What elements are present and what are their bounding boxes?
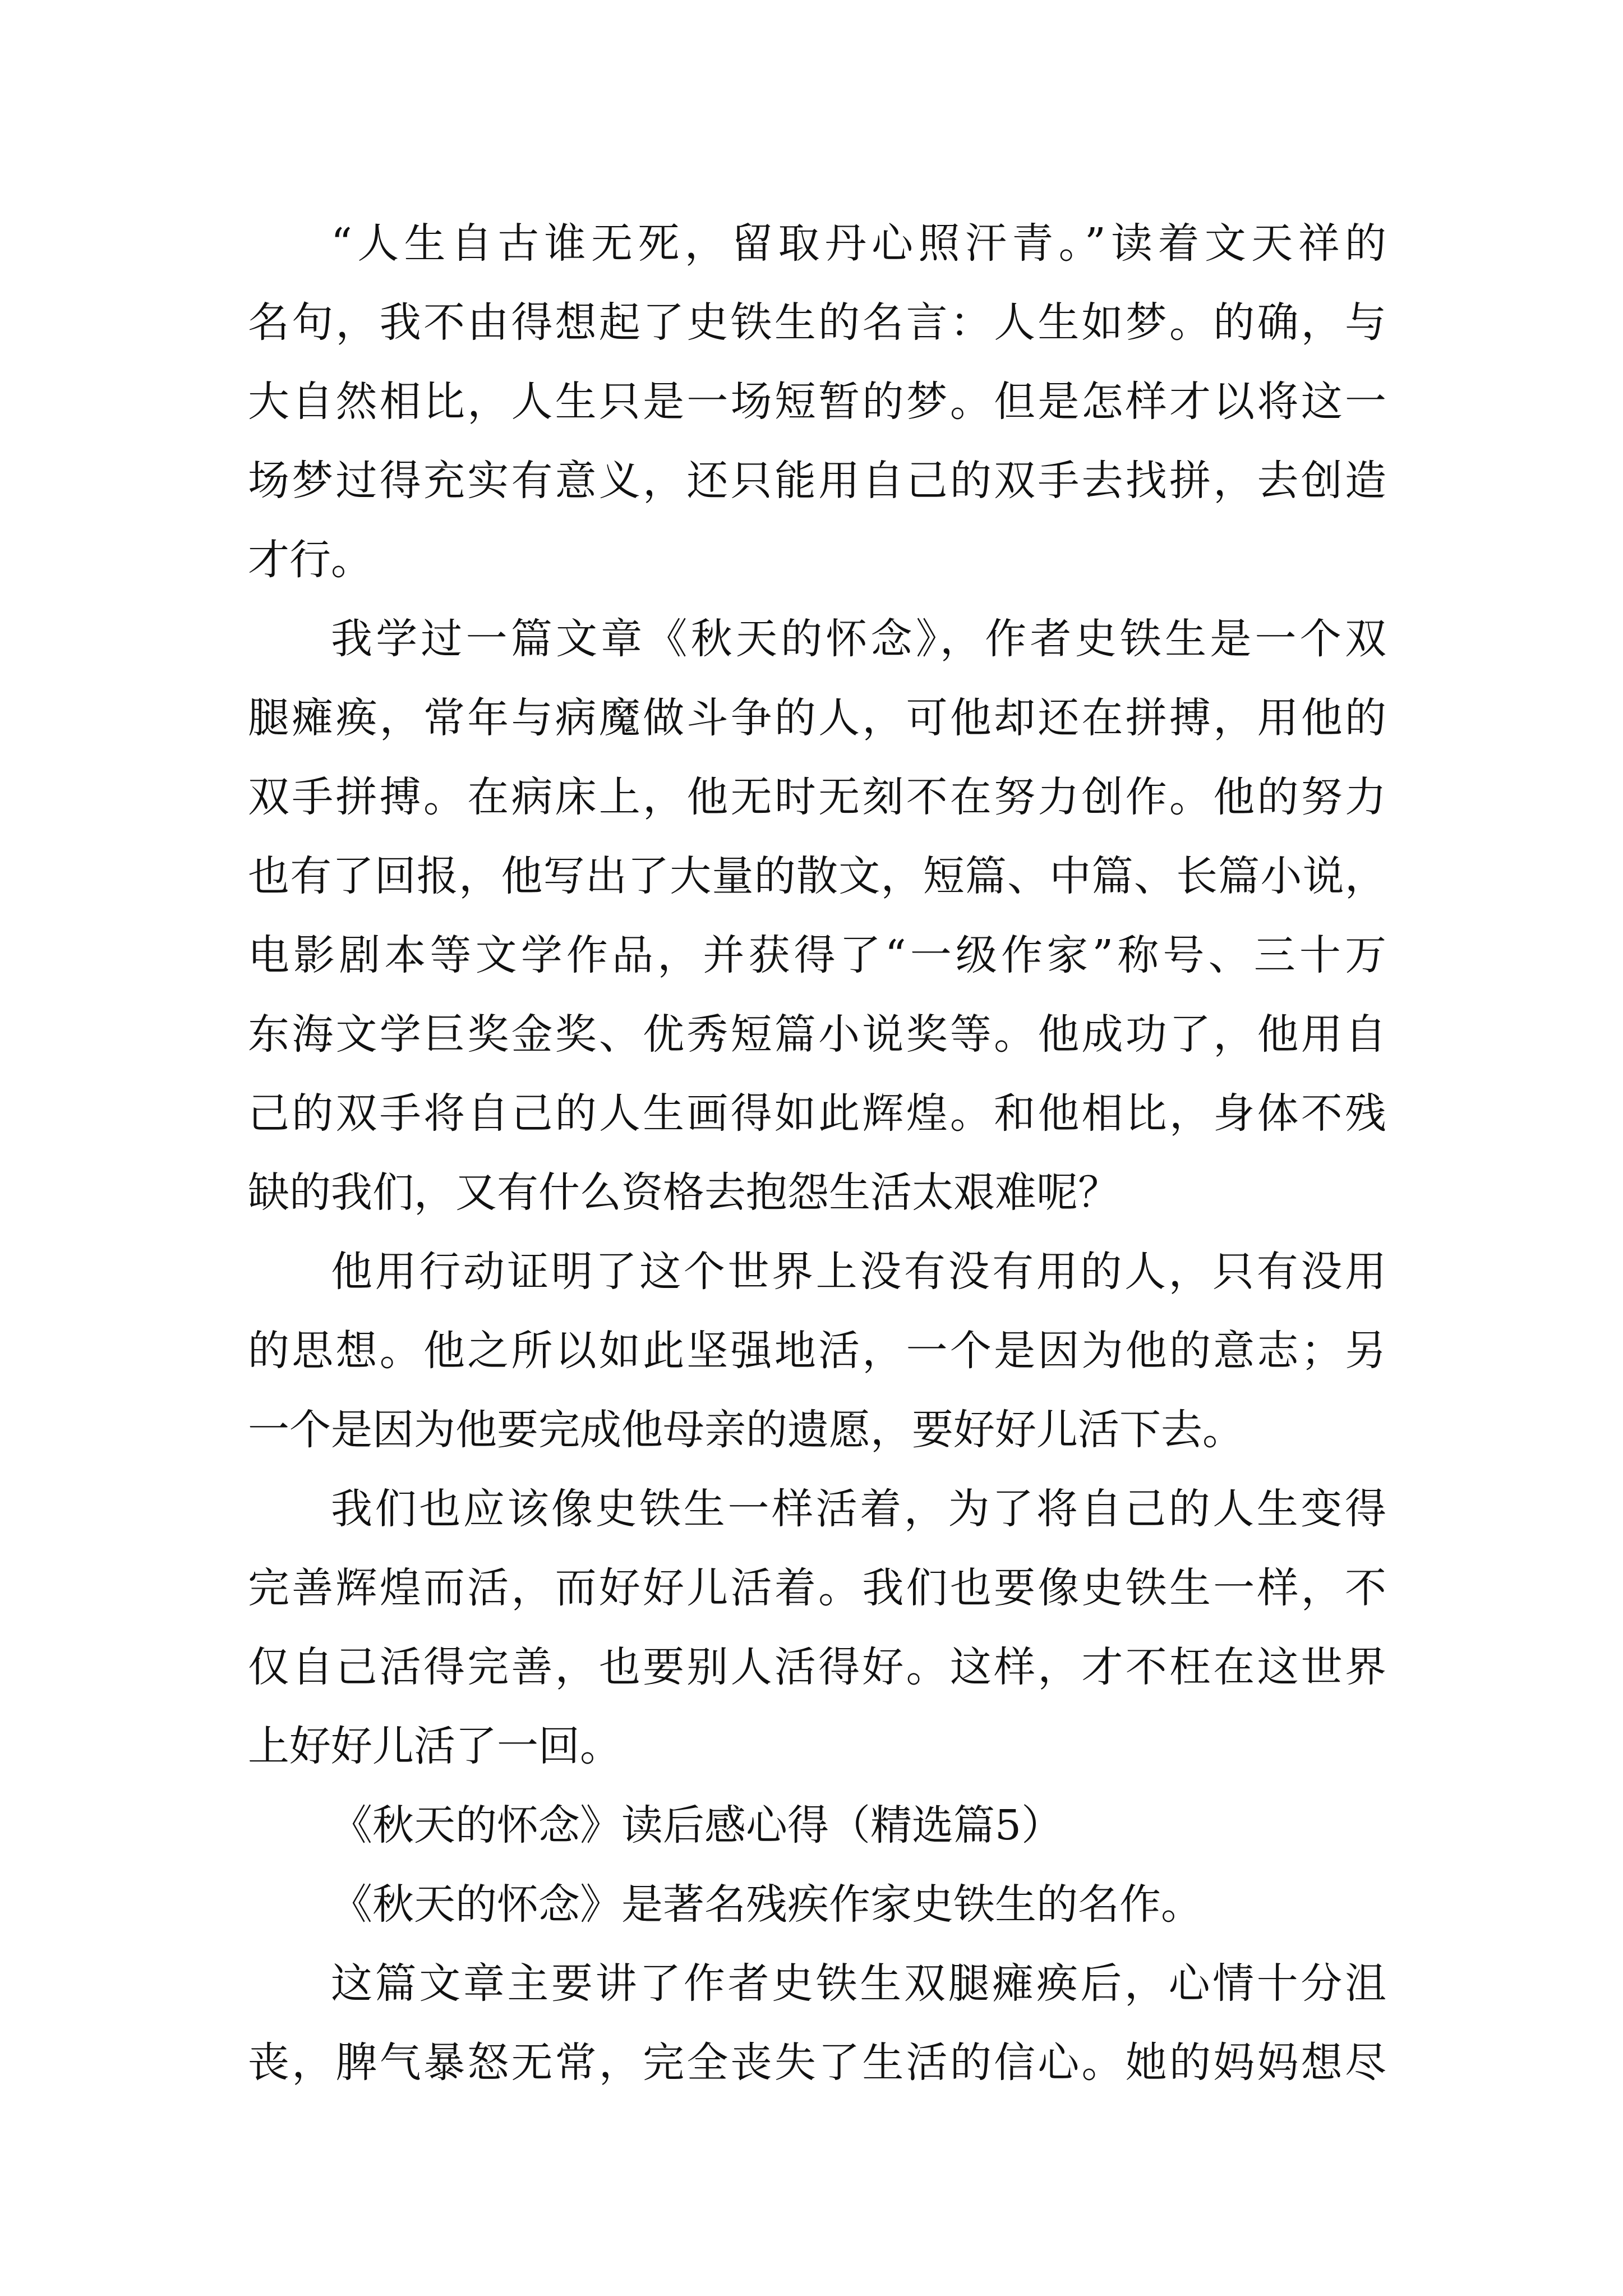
text-line: 一个是因为他要完成他母亲的遗愿，要好好儿活下去。: [248, 1406, 1244, 1454]
paragraph: [248, 1232, 1386, 1470]
text-line: 他用行动证明了这个世界上没有没有用的人，只有没用: [331, 1248, 1386, 1296]
paragraph: [248, 1470, 1386, 1786]
text-line: 场梦过得充实有意义，还只能用自己的双手去找拼，去创造: [248, 457, 1386, 505]
text-line: 电影剧本等文学作品，并获得了“一级作家”称号、三十万: [248, 931, 1386, 979]
text-line: 双手拼搏。在病床上，他无时无刻不在努力创作。他的努力: [248, 773, 1386, 821]
text-line: 的思想。他之所以如此坚强地活，一个是因为他的意志；另: [248, 1327, 1386, 1375]
text-line: 丧，脾气暴怒无常，完全丧失了生活的信心。她的妈妈想尽: [248, 2039, 1386, 2087]
text-line: 大自然相比，人生只是一场短暂的梦。但是怎样才以将这一: [248, 378, 1386, 426]
text-line: 才行。: [248, 536, 372, 584]
text-line: 上好好儿活了一回。: [248, 1722, 621, 1770]
paragraph: [248, 204, 1386, 600]
text-line: 我们也应该像史铁生一样活着，为了将自己的人生变得: [331, 1485, 1386, 1533]
text-line: 完善辉煌而活，而好好儿活着。我们也要像史铁生一样，不: [248, 1564, 1386, 1612]
paragraph: [248, 600, 1386, 1232]
text-line: 也有了回报，他写出了大量的散文，短篇、中篇、长篇小说，: [248, 852, 1386, 900]
paragraph: [248, 1865, 1386, 1944]
text-line: 东海文学巨奖金奖、优秀短篇小说奖等。他成功了，他用自: [248, 1010, 1386, 1059]
text-line: 仅自己活得完善，也要别人活得好。这样，才不枉在这世界: [248, 1643, 1386, 1691]
paragraph: [248, 1944, 1386, 2102]
section-heading: 《秋天的怀念》读后感心得（精选篇5）: [331, 1801, 1063, 1849]
text-line: 缺的我们，又有什么资格去抱怨生活太艰难呢？: [248, 1168, 1119, 1217]
text-line: 名句，我不由得想起了史铁生的名言：人生如梦。的确，与: [248, 298, 1386, 347]
text-line: 己的双手将自己的人生画得如此辉煌。和他相比，身体不残: [248, 1089, 1386, 1138]
text-line: 《秋天的怀念》是著名残疾作家史铁生的名作。: [331, 1880, 1202, 1929]
text-line: 腿瘫痪，常年与病魔做斗争的人，可他却还在拼搏，用他的: [248, 694, 1386, 742]
document-body: [248, 204, 1386, 2102]
text-line: “人生自古谁无死，留取丹心照汗青。”读着文天祥的: [331, 219, 1386, 268]
text-line: 这篇文章主要讲了作者史铁生双腿瘫痪后，心情十分沮: [331, 1959, 1386, 2008]
text-line: 我学过一篇文章《秋天的怀念》，作者史铁生是一个双: [331, 615, 1386, 663]
